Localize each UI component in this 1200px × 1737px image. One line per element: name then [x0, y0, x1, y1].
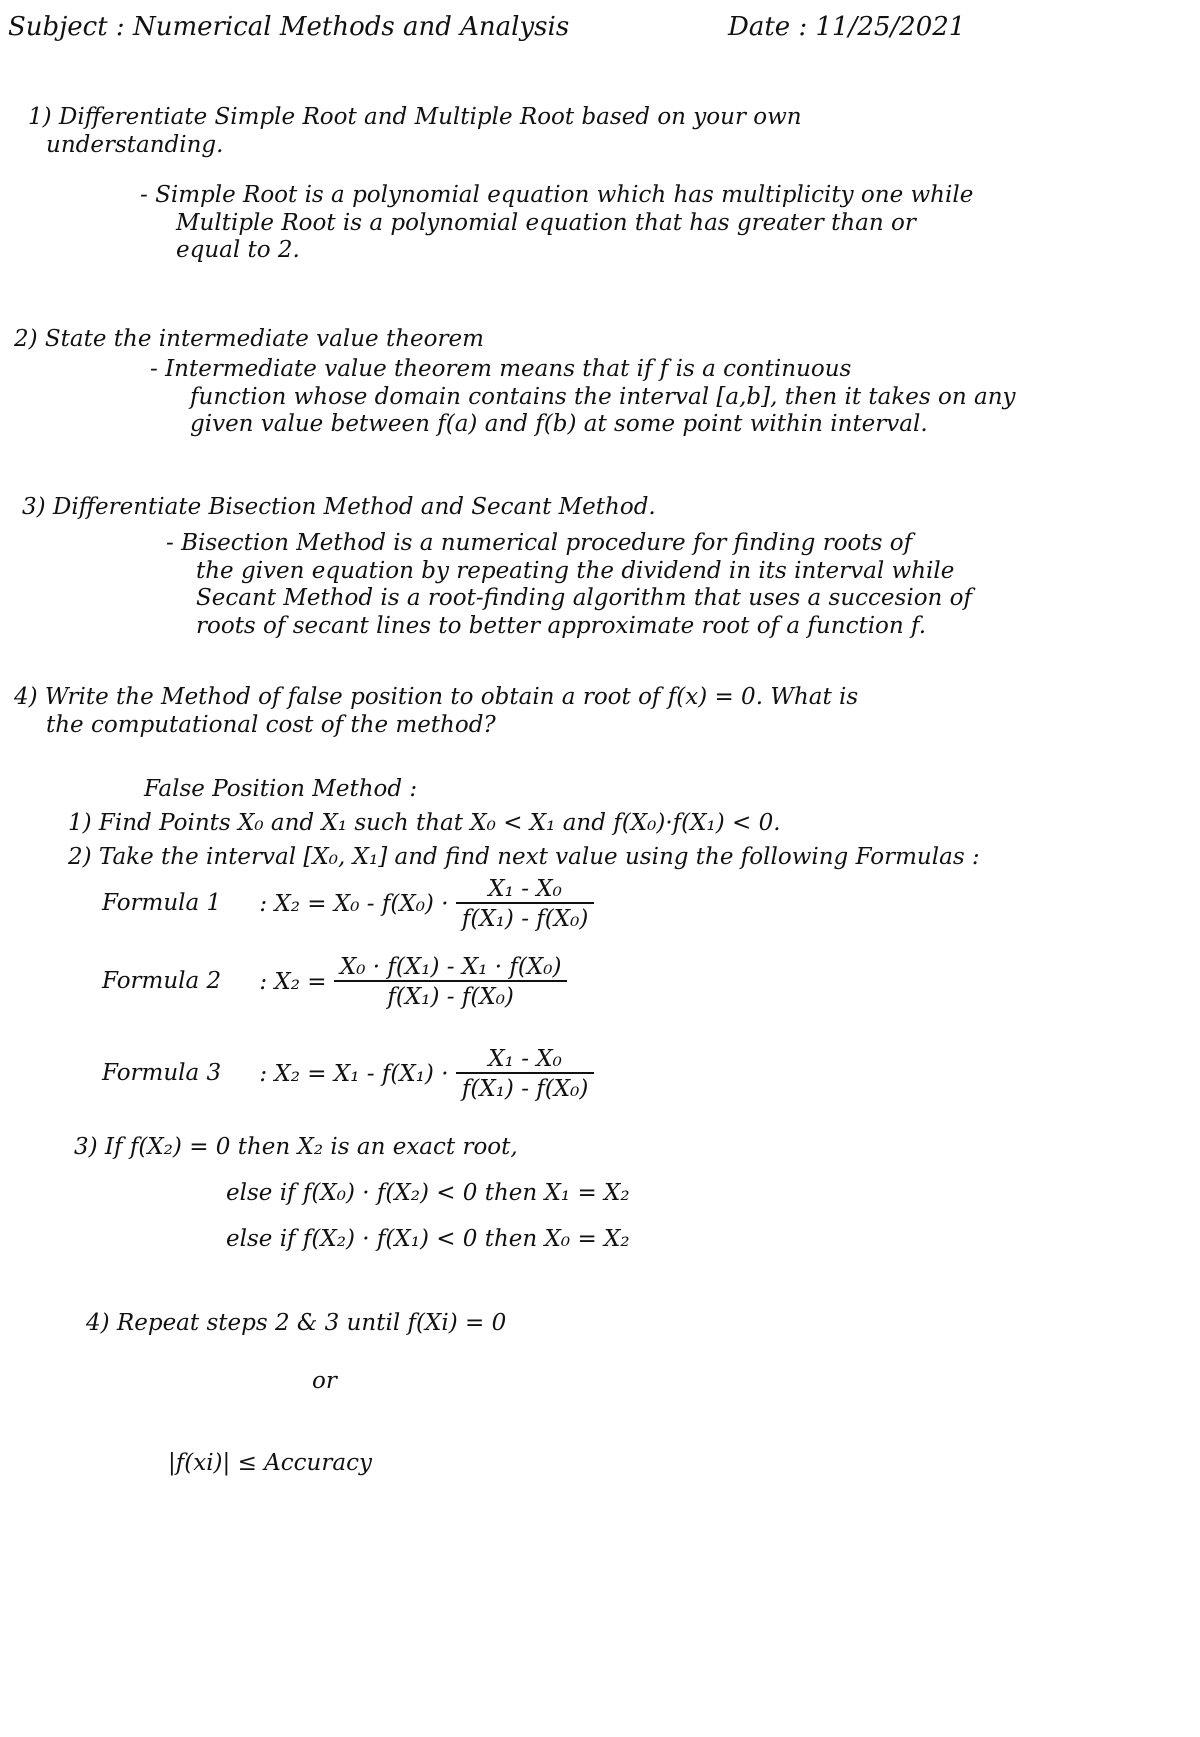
- answer-2: [150, 356, 1180, 439]
- question-3: [22, 494, 1172, 522]
- formula-3-denominator: f(X₁) - f(X₀): [456, 1072, 595, 1102]
- formula-2-numerator: X₀ · f(X₁) - X₁ · f(X₀): [339, 954, 562, 980]
- page-header: [8, 12, 1180, 52]
- question-1-title: 1) Differentiate Simple Root and Multiple Root based on your own: [28, 104, 802, 130]
- answer-2-line: - Intermediate value theorem means that if f is a continuous: [150, 356, 852, 382]
- step-3-else-if-1: else if f(X₀) · f(X₂) < 0 then X₁ = X₂: [226, 1180, 630, 1206]
- answer-3-line: - Bisection Method is a numerical procedure for finding roots of: [166, 530, 913, 556]
- formula-3-fraction: [456, 1046, 595, 1102]
- step-3-else-if-2: else if f(X₂) · f(X₁) < 0 then X₀ = X₂: [226, 1226, 630, 1252]
- answer-1-line: - Simple Root is a polynomial equation which has multiplicity one while: [140, 182, 974, 208]
- step-3: 3) If f(X₂) = 0 then X₂ is an exact root,: [74, 1134, 518, 1160]
- question-4-title: 4) Write the Method of false position to obtain a root of f(x) = 0. What is: [14, 684, 859, 710]
- question-1: [28, 104, 1178, 159]
- question-1-title-cont: understanding.: [46, 131, 224, 158]
- formula-2-lhs: : X₂ =: [259, 969, 327, 995]
- question-4-title-cont: the computational cost of the method?: [46, 711, 496, 738]
- formula-1-numerator: X₁ - X₀: [488, 876, 562, 902]
- question-2: [14, 326, 1164, 354]
- formula-1-denominator: f(X₁) - f(X₀): [456, 902, 595, 932]
- question-3-title: 3) Differentiate Bisection Method and Secant Method.: [22, 494, 656, 520]
- answer-1-line: Multiple Root is a polynomial equation that has greater than or: [176, 209, 916, 236]
- formula-1-label: Formula 1: [102, 890, 222, 916]
- answer-3-line: roots of secant lines to better approximate root of a function f.: [196, 612, 927, 639]
- formula-2: [102, 954, 567, 1010]
- formula-3-numerator: X₁ - X₀: [488, 1046, 562, 1072]
- formula-3-lhs: : X₂ = X₁ - f(X₁) ·: [259, 1061, 449, 1087]
- formula-2-fraction: [334, 954, 568, 1010]
- formula-3: [102, 1046, 594, 1102]
- or-label: or: [312, 1368, 337, 1394]
- date-label: Date : 11/25/2021: [728, 12, 966, 42]
- formula-2-denominator: f(X₁) - f(X₀): [334, 980, 568, 1010]
- answer-2-line: given value between f(a) and f(b) at some point within interval.: [190, 411, 928, 438]
- question-2-title: 2) State the intermediate value theorem: [14, 326, 484, 352]
- answer-3: [166, 530, 1186, 640]
- question-4: [14, 684, 1184, 739]
- step-2: 2) Take the interval [X₀, X₁] and find next value using the following Formulas :: [68, 844, 980, 870]
- answer-2-line: function whose domain contains the interval [a,b], then it takes on any: [190, 383, 1016, 410]
- step-1: 1) Find Points X₀ and X₁ such that X₀ < X₁ and f(X₀)·f(X₁) < 0.: [68, 810, 781, 836]
- answer-3-line: the given equation by repeating the dividend in its interval while: [196, 557, 955, 584]
- answer-3-line: Secant Method is a root-finding algorithm that uses a succesion of: [196, 585, 973, 612]
- formula-2-label: Formula 2: [102, 968, 222, 994]
- answer-1: [140, 182, 1180, 265]
- formula-1-fraction: [456, 876, 595, 932]
- accuracy-condition: |f(xi)| ≤ Accuracy: [168, 1450, 372, 1476]
- step-4: 4) Repeat steps 2 & 3 until f(Xi) = 0: [86, 1310, 507, 1336]
- subject-label: Subject : Numerical Methods and Analysis: [8, 12, 570, 42]
- formula-3-label: Formula 3: [102, 1060, 222, 1086]
- method-heading: False Position Method :: [144, 776, 418, 802]
- formula-1: [102, 876, 594, 932]
- formula-1-lhs: : X₂ = X₀ - f(X₀) ·: [259, 891, 449, 917]
- answer-1-line: equal to 2.: [176, 237, 300, 264]
